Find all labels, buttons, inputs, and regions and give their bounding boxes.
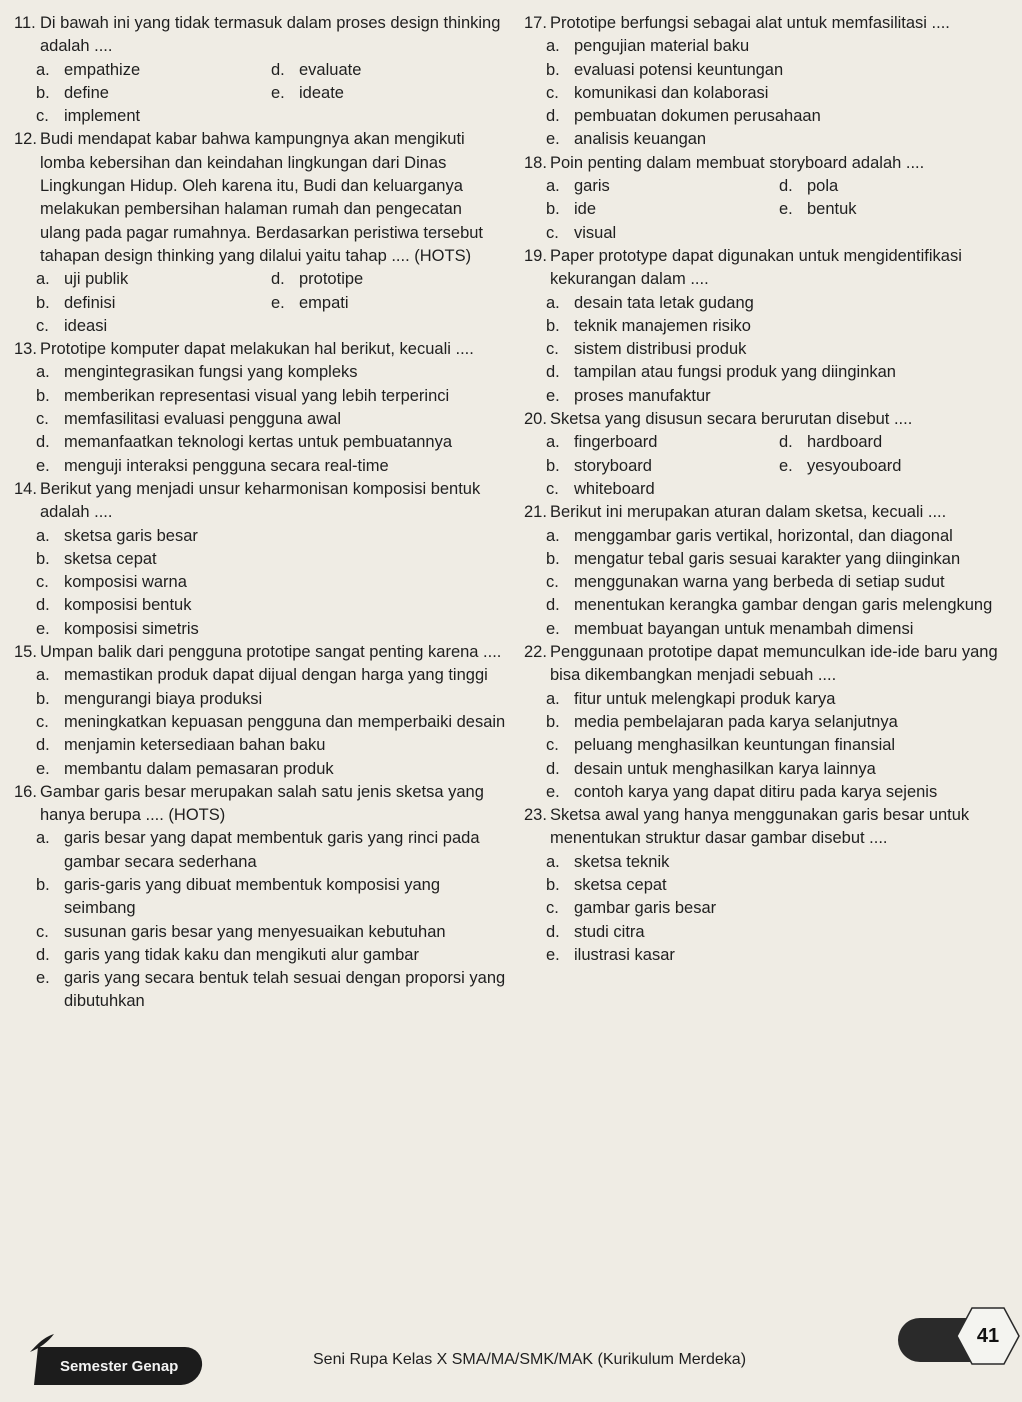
answer-option	[36, 268, 271, 291]
option-letter: d.	[271, 270, 285, 289]
answer-option	[36, 82, 271, 105]
option-text: pengujian material baku	[574, 37, 750, 56]
option-letter: d.	[546, 596, 560, 615]
option-letter: d.	[36, 433, 50, 452]
option-letter: b.	[36, 689, 50, 708]
answer-option	[546, 385, 1012, 408]
question-block	[524, 245, 1012, 408]
option-letter: d.	[546, 759, 560, 778]
answer-options	[36, 361, 506, 477]
question-block	[14, 12, 506, 128]
question-number: 17.	[524, 14, 547, 32]
option-letter: a.	[546, 177, 560, 196]
option-letter: a.	[36, 829, 50, 848]
option-text: fingerboard	[574, 433, 658, 452]
question-stem	[14, 478, 506, 525]
question-block	[14, 478, 506, 641]
answer-option	[271, 59, 506, 82]
option-letter: e.	[271, 83, 285, 102]
option-text: sketsa cepat	[574, 875, 667, 894]
option-letter: b.	[546, 200, 560, 219]
answer-option	[36, 921, 506, 944]
answer-option	[546, 82, 1012, 105]
option-text: membantu dalam pemasaran produk	[64, 759, 334, 778]
answer-option	[36, 571, 506, 594]
answer-option	[36, 385, 506, 408]
question-stem	[524, 245, 1012, 292]
question-stem	[524, 641, 1012, 688]
option-letter: c.	[546, 479, 559, 498]
answer-option	[36, 827, 506, 874]
answer-option	[546, 175, 779, 198]
question-number: 20.	[524, 410, 547, 429]
option-letter: d.	[271, 60, 285, 79]
answer-option	[546, 944, 1012, 967]
option-letter: d.	[779, 433, 793, 452]
question-number: 16.	[14, 782, 37, 801]
question-number: 13.	[14, 340, 37, 359]
answer-option	[36, 431, 506, 454]
option-letter: a.	[546, 689, 560, 708]
option-letter: e.	[36, 619, 50, 638]
question-number: 18.	[524, 153, 547, 172]
option-letter: d.	[779, 177, 793, 196]
option-text: media pembelajaran pada karya selanjutnya	[574, 712, 898, 731]
option-letter: e.	[36, 456, 50, 475]
question-text: Berikut ini merupakan aturan dalam sketsa, kecuali ....	[550, 503, 947, 522]
question-block	[524, 804, 1012, 967]
answer-option	[546, 734, 1012, 757]
answer-option	[546, 874, 1012, 897]
option-text: memastikan produk dapat dijual dengan harga yang tinggi	[64, 666, 488, 685]
option-text: implement	[64, 107, 141, 126]
option-letter: e.	[546, 945, 560, 964]
answer-option	[36, 944, 506, 967]
answer-option	[546, 851, 1012, 874]
answer-option	[36, 455, 506, 478]
option-text: visual	[574, 223, 617, 242]
answer-option	[546, 222, 779, 245]
option-text: susunan garis besar yang menyesuaikan kebutuhan	[64, 922, 446, 941]
option-text: mengurangi biaya produksi	[64, 689, 263, 708]
option-text: menentukan kerangka gambar dengan garis melengkung	[574, 596, 993, 615]
question-number: 22.	[524, 643, 547, 662]
question-number: 15.	[14, 643, 37, 662]
option-letter: e.	[546, 619, 560, 638]
option-letter: b.	[546, 549, 560, 568]
option-text: sketsa teknik	[574, 852, 670, 871]
option-letter: c.	[36, 410, 49, 429]
page-number-badge	[955, 1305, 1021, 1367]
option-letter: b.	[546, 875, 560, 894]
answer-option	[271, 82, 506, 105]
option-letter: c.	[546, 573, 559, 592]
option-text: ilustrasi kasar	[574, 945, 675, 964]
page-number: 41	[976, 1324, 1000, 1347]
question-stem	[524, 408, 1012, 431]
answer-option	[271, 292, 506, 315]
answer-option	[36, 664, 506, 687]
option-text: whiteboard	[574, 479, 655, 498]
question-block	[524, 152, 1012, 245]
answer-option	[36, 711, 506, 734]
option-letter: b.	[36, 386, 50, 405]
answer-option	[36, 594, 506, 617]
option-text: analisis keuangan	[574, 130, 707, 149]
question-number: 21.	[524, 503, 547, 522]
option-text: garis yang tidak kaku dan mengikuti alur gambar	[64, 945, 419, 964]
option-text: membuat bayangan untuk menambah dimensi	[574, 619, 914, 638]
answer-option	[36, 874, 506, 921]
option-text: ide	[574, 200, 597, 219]
question-number: 14.	[14, 479, 37, 498]
option-letter: e.	[546, 130, 560, 149]
answer-option	[36, 548, 506, 571]
option-letter: a.	[546, 852, 560, 871]
answer-option	[36, 59, 271, 82]
option-letter: b.	[36, 83, 50, 102]
option-text: yesyouboard	[807, 456, 902, 475]
question-number: 19.	[524, 246, 547, 265]
option-text: garis besar yang dapat membentuk garis yang rinci pada gambar secara sederhana	[64, 829, 480, 871]
option-letter: e.	[36, 759, 50, 778]
option-text: teknik manajemen risiko	[574, 316, 751, 335]
question-stem	[14, 338, 506, 361]
answer-option	[36, 758, 506, 781]
answer-option	[546, 338, 1012, 361]
answer-option	[779, 198, 1012, 221]
option-letter: c.	[36, 573, 49, 592]
question-text: Prototipe berfungsi sebagai alat untuk memfasilitasi ....	[550, 14, 950, 32]
answer-options	[546, 525, 1012, 641]
option-text: mengintegrasikan fungsi yang kompleks	[64, 363, 358, 382]
question-number: 23.	[524, 806, 547, 825]
option-letter: a.	[36, 270, 50, 289]
answer-option	[546, 59, 1012, 82]
answer-option	[36, 967, 506, 1014]
question-stem	[14, 128, 506, 268]
option-text: mengatur tebal garis sesuai karakter yang diinginkan	[574, 549, 961, 568]
question-stem	[524, 152, 1012, 175]
option-letter: c.	[546, 340, 559, 359]
option-text: ideasi	[64, 316, 108, 335]
option-letter: b.	[36, 875, 50, 894]
option-letter: d.	[36, 596, 50, 615]
option-letter: e.	[779, 200, 793, 219]
option-text: studi citra	[574, 922, 645, 941]
question-text: Prototipe komputer dapat melakukan hal berikut, kecuali ....	[40, 340, 474, 359]
answer-option	[546, 594, 1012, 617]
option-letter: d.	[546, 107, 560, 126]
question-stem	[14, 12, 506, 59]
question-stem	[524, 501, 1012, 524]
question-block	[524, 12, 1012, 152]
option-text: bentuk	[807, 200, 857, 219]
option-text: memfasilitasi evaluasi pengguna awal	[64, 410, 341, 429]
option-letter: e.	[271, 293, 285, 312]
option-text: memanfaatkan teknologi kertas untuk pembuatannya	[64, 433, 452, 452]
option-text: empati	[299, 293, 349, 312]
option-text: tampilan atau fungsi produk yang diinginkan	[574, 363, 896, 382]
option-letter: a.	[36, 363, 50, 382]
question-text: Di bawah ini yang tidak termasuk dalam proses design thinking adalah ....	[40, 14, 501, 56]
option-text: memberikan representasi visual yang lebih terperinci	[64, 386, 450, 405]
option-letter: d.	[36, 945, 50, 964]
answer-option	[271, 268, 506, 291]
answer-options	[36, 664, 506, 780]
answer-options	[36, 525, 506, 641]
answer-option	[546, 758, 1012, 781]
question-block	[14, 641, 506, 781]
answer-option	[546, 292, 1012, 315]
answer-option	[36, 292, 271, 315]
option-text: garis yang secara bentuk telah sesuai dengan proporsi yang dibutuhkan	[64, 969, 506, 1011]
answer-option	[779, 175, 1012, 198]
option-letter: c.	[36, 316, 49, 335]
question-number: 11.	[14, 14, 36, 32]
option-text: komposisi warna	[64, 573, 187, 592]
option-text: sistem distribusi produk	[574, 340, 747, 359]
question-block	[524, 408, 1012, 501]
option-text: sketsa cepat	[64, 549, 157, 568]
option-text: sketsa garis besar	[64, 526, 198, 545]
answer-option	[546, 105, 1012, 128]
question-text: Sketsa yang disusun secara berurutan disebut ....	[550, 410, 913, 429]
question-block	[524, 641, 1012, 804]
option-letter: e.	[546, 782, 560, 801]
option-text: komposisi simetris	[64, 619, 199, 638]
answer-options	[546, 292, 1012, 408]
answer-option	[546, 361, 1012, 384]
question-text: Poin penting dalam membuat storyboard adalah ....	[550, 153, 925, 172]
answer-option	[546, 35, 1012, 58]
option-text: empathize	[64, 60, 141, 79]
option-letter: b.	[36, 549, 50, 568]
question-text: Berikut yang menjadi unsur keharmonisan komposisi bentuk adalah ....	[40, 479, 481, 522]
question-text: Umpan balik dari pengguna prototipe sangat penting karena ....	[40, 643, 502, 662]
option-letter: d.	[546, 363, 560, 382]
option-letter: a.	[36, 60, 50, 79]
answer-option	[546, 198, 779, 221]
option-letter: d.	[36, 736, 50, 755]
option-text: desain untuk menghasilkan karya lainnya	[574, 759, 876, 778]
answer-option	[779, 455, 1012, 478]
question-stem	[14, 641, 506, 664]
question-text: Gambar garis besar merupakan salah satu jenis sketsa yang hanya berupa .... (HOTS)	[40, 782, 484, 825]
answer-option	[546, 315, 1012, 338]
option-letter: e.	[546, 386, 560, 405]
answer-option	[546, 571, 1012, 594]
option-letter: a.	[546, 37, 560, 56]
option-text: proses manufaktur	[574, 386, 711, 405]
option-letter: c.	[546, 223, 559, 242]
question-block	[14, 338, 506, 478]
option-letter: c.	[546, 736, 559, 755]
option-letter: b.	[546, 712, 560, 731]
option-letter: b.	[546, 316, 560, 335]
option-text: meningkatkan kepuasan pengguna dan memperbaiki desain	[64, 712, 506, 731]
question-text: Paper prototype dapat digunakan untuk mengidentifikasi kekurangan dalam ....	[550, 246, 962, 289]
answer-options	[546, 688, 1012, 804]
answer-option	[546, 548, 1012, 571]
option-text: menguji interaksi pengguna secara real-time	[64, 456, 389, 475]
answer-option	[546, 618, 1012, 641]
option-text: menjamin ketersediaan bahan baku	[64, 736, 326, 755]
answer-options	[36, 268, 506, 338]
answer-option	[546, 455, 779, 478]
answer-option	[36, 105, 271, 128]
option-text: evaluasi potensi keuntungan	[574, 60, 784, 79]
answer-options	[546, 431, 1012, 501]
answer-option	[36, 688, 506, 711]
option-text: define	[64, 83, 109, 102]
option-letter: c.	[36, 922, 49, 941]
question-block	[524, 501, 1012, 641]
right-column	[524, 12, 1012, 967]
option-text: menggunakan warna yang berbeda di setiap sudut	[574, 573, 945, 592]
option-letter: c.	[546, 899, 559, 918]
semester-badge-label: Semester Genap	[59, 1357, 179, 1375]
option-text: uji publik	[64, 270, 129, 289]
question-text: Budi mendapat kabar bahwa kampungnya akan mengikuti lomba kebersihan dan keindahan lingkungan dari Dinas Lingkungan Hidup. Oleh karena itu, Budi dan keluarganya melakukan pembersihan halaman rumah dan pengecatan ulang pada pagar rumahnya. Berdasarkan peristiwa tersebut tahapan design thinking yang dilalui yaitu tahap .... (HOTS)	[40, 130, 484, 265]
question-stem	[14, 781, 506, 828]
answer-option	[546, 478, 779, 501]
question-block	[14, 781, 506, 1014]
answer-option	[36, 315, 271, 338]
answer-option	[546, 921, 1012, 944]
answer-option	[546, 897, 1012, 920]
option-text: komunikasi dan kolaborasi	[574, 83, 769, 102]
answer-option	[36, 408, 506, 431]
option-letter: e.	[779, 456, 793, 475]
option-text: pembuatan dokumen perusahaan	[574, 107, 821, 126]
option-letter: a.	[546, 526, 560, 545]
question-stem	[524, 804, 1012, 851]
answer-options	[546, 175, 1012, 245]
option-text: garis	[574, 177, 610, 196]
answer-option	[546, 688, 1012, 711]
option-text: gambar garis besar	[574, 899, 717, 918]
answer-option	[779, 431, 1012, 454]
answer-option	[36, 525, 506, 548]
option-letter: c.	[36, 107, 49, 126]
option-text: peluang menghasilkan keuntungan finansial	[574, 736, 896, 755]
option-letter: a.	[36, 666, 50, 685]
question-number: 12.	[14, 130, 37, 149]
option-text: evaluate	[299, 60, 362, 79]
question-stem	[524, 12, 1012, 35]
option-letter: e.	[36, 969, 50, 988]
answer-option	[36, 361, 506, 384]
answer-options	[546, 851, 1012, 967]
answer-options	[36, 827, 506, 1013]
option-text: menggambar garis vertikal, horizontal, dan diagonal	[574, 526, 953, 545]
answer-options	[36, 59, 506, 129]
semester-badge	[34, 1347, 204, 1385]
answer-option	[546, 431, 779, 454]
option-letter: b.	[36, 293, 50, 312]
answer-option	[36, 734, 506, 757]
option-letter: a.	[546, 293, 560, 312]
option-letter: c.	[546, 83, 559, 102]
option-text: prototipe	[299, 270, 364, 289]
option-letter: a.	[546, 433, 560, 452]
option-text: fitur untuk melengkapi produk karya	[574, 689, 836, 708]
option-letter: b.	[546, 456, 560, 475]
option-letter: d.	[546, 922, 560, 941]
option-text: ideate	[299, 83, 344, 102]
answer-option	[546, 711, 1012, 734]
question-text: Penggunaan prototipe dapat memunculkan ide-ide baru yang bisa dikembangkan menjadi sebuah ....	[550, 643, 998, 685]
answer-option	[546, 781, 1012, 804]
answer-option	[36, 618, 506, 641]
left-column	[14, 12, 506, 1014]
answer-option	[546, 525, 1012, 548]
option-text: hardboard	[807, 433, 883, 452]
option-text: pola	[807, 177, 839, 196]
option-letter: c.	[36, 712, 49, 731]
answer-options	[546, 35, 1012, 151]
book-title: Seni Rupa Kelas X SMA/MA/SMK/MAK (Kurikulum Merdeka)	[313, 1351, 747, 1368]
answer-option	[546, 128, 1012, 151]
question-block	[14, 128, 506, 338]
option-text: komposisi bentuk	[64, 596, 192, 615]
option-text: storyboard	[574, 456, 652, 475]
question-text: Sketsa awal yang hanya menggunakan garis besar untuk menentukan struktur dasar gambar disebut ....	[550, 806, 970, 848]
option-text: garis-garis yang dibuat membentuk komposisi yang seimbang	[64, 875, 441, 918]
option-text: definisi	[64, 293, 116, 312]
option-letter: a.	[36, 526, 50, 545]
option-text: contoh karya yang dapat ditiru pada karya sejenis	[574, 782, 938, 801]
option-text: desain tata letak gudang	[574, 293, 754, 312]
option-letter: b.	[546, 60, 560, 79]
